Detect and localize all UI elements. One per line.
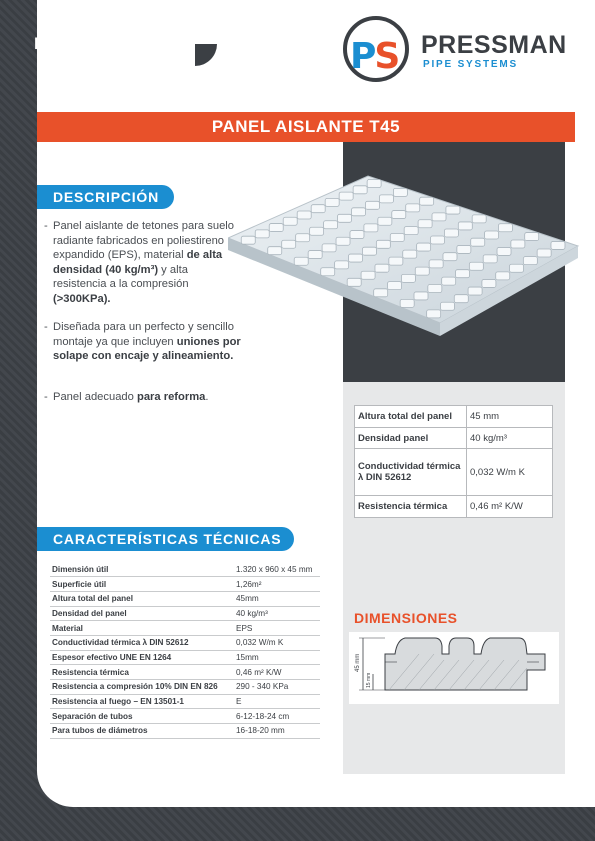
panel-stud: [498, 224, 512, 232]
panel-stud: [496, 272, 510, 280]
panel-stud: [427, 310, 441, 318]
spec-value: 0,46 m² K/W: [467, 496, 553, 518]
dim-label-15: 15 mm: [366, 672, 372, 688]
panel-stud: [404, 227, 418, 235]
caracteristicas-heading: CARACTERÍSTICAS TÉCNICAS: [37, 527, 294, 551]
panel-stud: [468, 287, 482, 295]
panel-stud: [283, 217, 297, 225]
panel-stud: [415, 267, 429, 275]
panel-stud: [400, 299, 414, 307]
panel-stud: [365, 201, 379, 209]
table-row: [50, 650, 320, 665]
description-paragraph-2: - Diseñada para un perfecto y sencillo montaje ya que incluyen uniones por solape con encaje y alineamiento.: [44, 320, 244, 364]
panel-stud: [338, 214, 352, 222]
panel-stud: [469, 262, 483, 270]
header-notch: [37, 66, 217, 110]
panel-stud: [446, 206, 460, 214]
panel-stud: [482, 279, 496, 287]
table-row: [50, 577, 320, 592]
panel-stud: [418, 220, 432, 228]
characteristic-key: Conductividad térmica λ DIN 52612: [50, 635, 234, 650]
table-row: [50, 694, 320, 709]
dimensiones-heading: DIMENSIONES: [354, 610, 458, 626]
panel-stud: [322, 244, 336, 252]
description-paragraph-1: - Panel aislante de tetones para suelo radiante fabricados en poliestireno expandido (EPS), material de alta densidad (40 kg/m³) y alta resistencia a la compresión (>300KPa).: [44, 219, 244, 306]
table-row: [50, 606, 320, 621]
panel-stud: [308, 251, 322, 259]
panel-stud: [388, 282, 402, 290]
table-row: [50, 724, 320, 739]
panel-stud: [457, 245, 471, 253]
panel-stud: [364, 224, 378, 232]
characteristic-value: 45mm: [234, 591, 320, 606]
panel-stud: [440, 302, 454, 310]
characteristics-table: [50, 562, 320, 739]
panel-stud: [336, 237, 350, 245]
panel-stud: [537, 249, 551, 257]
panel-stud: [325, 198, 339, 206]
panel-stud: [361, 271, 375, 279]
panel-stud: [403, 250, 417, 258]
panel-stud: [390, 233, 404, 241]
brand-name: PRESSMAN: [421, 31, 567, 59]
page-title: PANEL AISLANTE T45: [211, 117, 401, 136]
panel-stud: [497, 247, 511, 255]
title-bar: [37, 112, 575, 142]
panel-stud: [523, 257, 537, 265]
dimensions-diagram: [349, 632, 559, 704]
panel-stud: [432, 213, 446, 221]
characteristic-value: EPS: [234, 621, 320, 636]
spec-value: 45 mm: [467, 406, 553, 428]
panel-stud: [511, 240, 525, 248]
panel-stud: [428, 285, 442, 293]
table-row: [50, 680, 320, 695]
panel-stud: [444, 229, 458, 237]
panel-stud: [485, 231, 499, 239]
panel-stud: [353, 186, 367, 194]
table-row: [50, 591, 320, 606]
panel-stud: [414, 292, 428, 300]
table-row: [355, 428, 553, 449]
panel-stud: [321, 268, 335, 276]
table-row: [50, 635, 320, 650]
table-row: [50, 562, 320, 577]
panel-stud: [311, 205, 325, 213]
characteristic-key: Separación de tubos: [50, 709, 234, 724]
panel-stud: [472, 215, 486, 223]
panel-stud: [442, 277, 456, 285]
dim-label-45: 45 mm: [355, 653, 361, 672]
characteristic-key: Superficie útil: [50, 577, 234, 592]
panel-stud: [294, 257, 308, 265]
panel-stud: [454, 295, 468, 303]
panel-stud: [431, 236, 445, 244]
characteristic-key: Para tubos de diámetros: [50, 724, 234, 739]
characteristic-key: Resistencia al fuego – EN 13501-1: [50, 694, 234, 709]
panel-stud: [393, 188, 407, 196]
spec-value: 0,032 W/m K: [467, 449, 553, 496]
table-row: [50, 709, 320, 724]
panel-stud: [349, 254, 363, 262]
logo-circle-icon: [343, 16, 409, 82]
panel-stud: [551, 241, 565, 249]
panel-stud: [443, 253, 457, 261]
characteristic-key: Altura total del panel: [50, 591, 234, 606]
panel-stud: [379, 195, 393, 203]
characteristic-value: 1.320 x 960 x 45 mm: [234, 562, 320, 577]
panel-stud: [471, 238, 485, 246]
characteristic-value: 0,032 W/m K: [234, 635, 320, 650]
insulation-panel-image: [228, 168, 588, 368]
panel-stud: [339, 192, 353, 200]
characteristic-value: 0,46 m² K/W: [234, 665, 320, 680]
characteristic-key: Dimensión útil: [50, 562, 234, 577]
table-row: [355, 449, 553, 496]
panel-stud: [352, 208, 366, 216]
panel-stud: [378, 217, 392, 225]
characteristic-value: 1,26m²: [234, 577, 320, 592]
characteristic-key: Densidad del panel: [50, 606, 234, 621]
panel-stud: [420, 197, 434, 205]
table-row: [50, 665, 320, 680]
panel-stud: [310, 227, 324, 235]
panel-stud: [324, 221, 338, 229]
logo-ps-mark: PS: [350, 36, 399, 77]
panel-stud: [297, 211, 311, 219]
ficha-tecnica-tab: [0, 0, 215, 68]
panel-stud: [456, 270, 470, 278]
spec-key: Densidad panel: [355, 428, 467, 449]
table-row: [50, 621, 320, 636]
spec-key: Resistencia térmica: [355, 496, 467, 518]
panel-stud: [350, 231, 364, 239]
summary-spec-table: [354, 405, 553, 518]
panel-stud: [401, 274, 415, 282]
table-row: [355, 406, 553, 428]
descripcion-heading: DESCRIPCIÓN: [37, 185, 174, 209]
panel-stud: [389, 257, 403, 265]
panel-stud: [417, 243, 431, 251]
panel-stud: [296, 234, 310, 242]
description-paragraph-3: - Panel adecuado para reforma.: [44, 390, 244, 405]
characteristic-value: 15mm: [234, 650, 320, 665]
panel-stud: [458, 222, 472, 230]
characteristic-value: 40 kg/m³: [234, 606, 320, 621]
panel-stud: [392, 211, 406, 219]
panel-stud: [335, 261, 349, 269]
characteristic-value: 16-18-20 mm: [234, 724, 320, 739]
pressman-logo: [343, 14, 573, 84]
characteristic-key: Resistencia a compresión 10% DIN EN 826: [50, 680, 234, 695]
spec-key: Conductividad térmica λ DIN 52612: [355, 449, 467, 496]
panel-stud: [255, 230, 269, 238]
brand-subtitle: PIPE SYSTEMS: [423, 59, 518, 70]
characteristic-key: Material: [50, 621, 234, 636]
panel-stud: [282, 240, 296, 248]
characteristic-value: E: [234, 694, 320, 709]
panel-stud: [525, 233, 539, 241]
panel-stud: [429, 260, 443, 268]
spec-value: 40 kg/m³: [467, 428, 553, 449]
panel-stud: [362, 247, 376, 255]
panel-stud: [269, 224, 283, 232]
panel-stud: [510, 264, 524, 272]
panel-stud: [347, 278, 361, 286]
table-row: [355, 496, 553, 518]
panel-stud: [406, 204, 420, 212]
characteristic-key: Espesor efectivo UNE EN 1264: [50, 650, 234, 665]
characteristic-value: 290 - 340 KPa: [234, 680, 320, 695]
spec-key: Altura total del panel: [355, 406, 467, 428]
panel-stud: [376, 240, 390, 248]
characteristic-key: Resistencia térmica: [50, 665, 234, 680]
panel-stud: [375, 264, 389, 272]
description-text: [44, 219, 244, 418]
panel-stud: [268, 247, 282, 255]
ficha-tecnica-label: FICHA TÉCNICA: [34, 34, 179, 53]
panel-stud: [374, 289, 388, 297]
panel-stud: [367, 180, 381, 188]
panel-stud: [483, 255, 497, 263]
characteristic-value: 6-12-18-24 cm: [234, 709, 320, 724]
